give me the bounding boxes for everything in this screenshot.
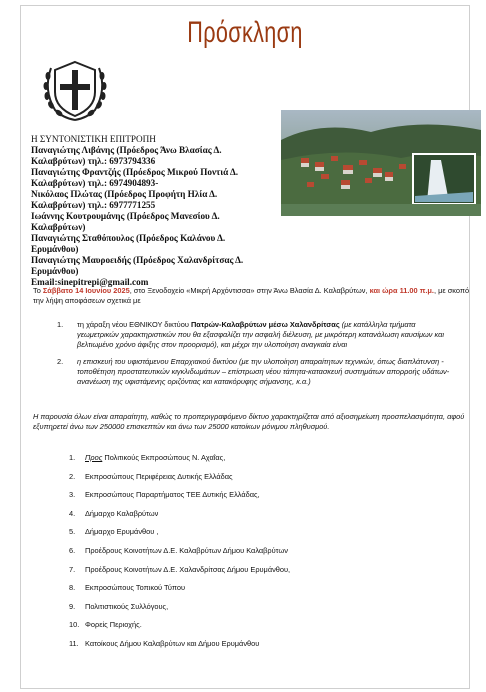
recipient-item — [69, 509, 449, 528]
recipient-text — [85, 453, 225, 463]
committee-line: Καλαβρύτων) — [31, 222, 86, 232]
intro-paragraph — [33, 286, 473, 306]
recipient-item — [69, 565, 449, 584]
recipient-text: Εκπροσώπους Παραρτήματος ΤΕΕ Δυτικής Ελλάδας, — [85, 490, 260, 500]
agenda-text — [77, 320, 457, 350]
committee-line: Παναγιώτης Φραντζής (Πρόεδρος Μικρού Ποντιά Δ. — [31, 167, 239, 177]
committee-email: Email:sinepitrepi@gmail.com — [31, 277, 149, 287]
event-date: Σάββατο 14 Ιουνίου 2025 — [42, 286, 130, 295]
attendance-note: Η παρουσία όλων είναι απαραίτητη, καθώς το προπεριγραφόμενο δίκτυο χαρακτηρίζεται από αξιοσημείωτη προσπελασιμότητα, αφού εξυπηρετεί άνω των 250000 επισκεπτών και άνω των 25000 κατοίκων μόνιμου πληθυσμού. — [33, 412, 465, 431]
recipient-number: 3. — [69, 490, 76, 500]
agenda-list — [57, 320, 457, 387]
committee-line: Καλαβρύτων) τηλ.: 6974904893- — [31, 178, 159, 188]
recipient-text: Προέδρους Κοινοτήτων Δ.Ε. Καλαβρύτων Δήμου Καλαβρύτων — [85, 545, 288, 555]
committee-line: Ερυμάνθου) — [31, 244, 79, 254]
recipient-item — [69, 602, 449, 621]
recipient-item — [69, 453, 449, 472]
recipient-item — [69, 490, 449, 509]
recipient-number: 1. — [69, 453, 76, 462]
recipient-item — [69, 639, 449, 658]
committee-line: Καλαβρύτων) τηλ.: 6977771255 — [31, 200, 156, 210]
page-title: Πρόσκληση — [187, 16, 303, 49]
recipient-number: 4. — [69, 508, 76, 518]
recipient-number: 5. — [69, 527, 76, 537]
recipient-text: Δήμαρχο Ερυμάνθου , — [85, 527, 159, 537]
committee-block — [31, 134, 289, 288]
recipient-item — [69, 583, 449, 602]
intro-text: Το — [33, 286, 43, 295]
recipient-number: 9. — [69, 601, 76, 611]
committee-line: Παναγιώτης Λιβάνης (Πρόεδρος Άνω Βλασίας Δ. — [31, 145, 222, 155]
recipient-text: Πολιτιστικούς Συλλόγους, — [85, 601, 169, 611]
committee-line: Νικόλαος Πλώτας (Πρόεδρος Προφήτη Ηλία Δ. — [31, 189, 218, 199]
recipient-prefix: Προς — [85, 453, 103, 462]
recipient-rest: Πολιτικούς Εκπροσώπους Ν. Αχαΐας, — [102, 453, 226, 462]
agenda-text-detail: (με κατάλληλα τμήματα γεωμετρικών χαρακτηριστικών που θα εξασφαλίζει την ασφαλή διέλευση, με μικρότερη κατανάλωση καυσίμων και βελτιωμένο χρόνο άφιξης στον προορισμό), και μέχρι την υλοποίηση αναγκαία είναι — [77, 320, 444, 349]
committee-line: Ιωάννης Κουτρουμάνης (Πρόεδρος Μανεσίου Δ. — [31, 211, 220, 221]
recipient-number: 2. — [69, 471, 76, 481]
committee-line: Παναγιώτης Σταθόπουλος (Πρόεδρος Καλάνου Δ. — [31, 233, 226, 243]
recipient-number: 7. — [69, 564, 76, 574]
recipient-text: Εκπροσώπους Τοπικού Τύπου — [85, 583, 186, 593]
agenda-number: 1. — [57, 320, 64, 329]
event-time: και ώρα 11.00 π.μ. — [369, 286, 434, 295]
agenda-item — [57, 357, 457, 387]
committee-line: Παναγιώτης Μαυροειδής (Πρόεδρος Χαλανδρίτσας Δ. Ερυμάνθου) — [31, 255, 244, 276]
greek-emblem-icon — [41, 56, 109, 122]
recipient-number: 11. — [69, 638, 79, 648]
intro-text: , με σκοπό την λήψη αποφάσεων σχετικά με — [33, 286, 470, 305]
agenda-text: η επισκευή του υφιστάμενου Επαρχιακού δικτύου (με την υλοποίηση απαραίτητων τεχνικών, όπως διαπλάτυνση - τοποθέτηση προστατευτικών κιγκλιδωμάτων – επίστρωση νέου τάπητα-κατασκευή συστημάτων απορροής υδάτων-ανανέωση της υφιστάμενης οριζόντιας και κατακόρυφης σήμανσης, κ.α.) — [77, 357, 450, 386]
intro-text: , στο Ξενοδοχείο «Μικρή Αρχόντισσα» στην Άνω Βλασία Δ. Καλαβρύτων, — [129, 286, 368, 295]
recipient-text: Εκπροσώπους Περιφέρειας Δυτικής Ελλάδας — [85, 471, 233, 481]
agenda-route: Πατρών-Καλαβρύτων μέσω Χαλανδρίτσας — [190, 320, 340, 329]
recipient-number: 8. — [69, 583, 76, 593]
committee-line: Καλαβρύτων) τηλ.: 6973794336 — [31, 156, 156, 166]
recipients-list — [69, 453, 449, 658]
agenda-item — [57, 320, 457, 350]
recipient-number: 6. — [69, 545, 76, 555]
recipient-text: Προέδρους Κοινοτήτων Δ.Ε. Χαλανδρίτσας Δήμου Ερυμάνθου, — [85, 564, 291, 574]
recipient-item — [69, 546, 449, 565]
committee-heading: Η ΣΥΝΤΟΝΙΣΤΙΚΗ ΕΠΙΤΡΟΠΗ — [31, 134, 156, 144]
recipient-item — [69, 620, 449, 639]
recipient-text: Κατοίκους Δήμου Καλαβρύτων και Δήμου Ερυμάνθου — [85, 638, 260, 648]
recipient-item — [69, 527, 449, 546]
recipient-item — [69, 472, 449, 491]
agenda-number: 2. — [57, 357, 64, 366]
recipient-number: 10. — [69, 620, 80, 630]
agenda-text-lead: τη χάραξη νέου ΕΘΝΙΚΟΥ δικτύου — [77, 320, 191, 329]
invitation-page — [20, 5, 470, 689]
recipient-text: Δήμαρχο Καλαβρύτων — [85, 508, 159, 518]
village-waterfall-photo — [281, 110, 481, 216]
recipient-text: Φορείς Περιοχής. — [85, 620, 142, 630]
